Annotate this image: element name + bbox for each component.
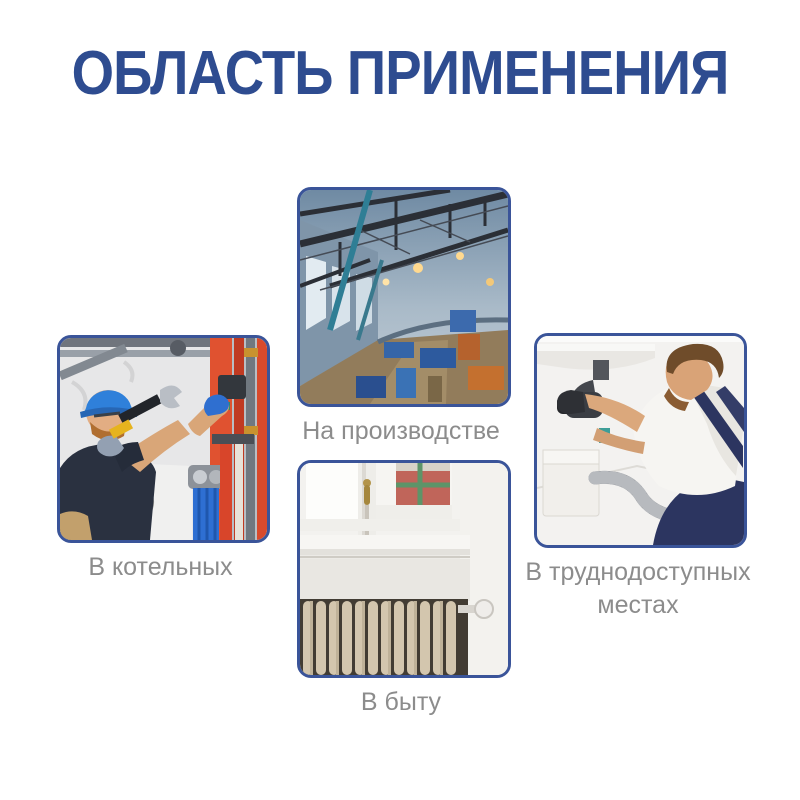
photo-boiler-rooms bbox=[57, 335, 270, 543]
caption-production: На производстве bbox=[302, 417, 500, 445]
boiler-worker-photo-illustration bbox=[60, 338, 267, 540]
card-hard-to-reach bbox=[525, 333, 751, 621]
factory-floor-photo-illustration bbox=[300, 190, 508, 404]
plumber-under-sink-photo-illustration bbox=[537, 336, 744, 545]
radiator-photo-illustration bbox=[300, 463, 508, 675]
card-production bbox=[297, 187, 505, 448]
caption-boiler-rooms: В котельных bbox=[88, 553, 233, 581]
photo-household bbox=[297, 460, 511, 678]
page-title: ОБЛАСТЬ ПРИМЕНЕНИЯ bbox=[71, 39, 729, 108]
caption-household: В быту bbox=[360, 688, 442, 716]
photo-production bbox=[297, 187, 511, 407]
caption-hard-to-reach: В труднодоступных местах bbox=[525, 558, 751, 619]
photo-hard-to-reach bbox=[534, 333, 747, 548]
card-boiler-rooms bbox=[57, 335, 264, 584]
card-household bbox=[297, 460, 505, 719]
